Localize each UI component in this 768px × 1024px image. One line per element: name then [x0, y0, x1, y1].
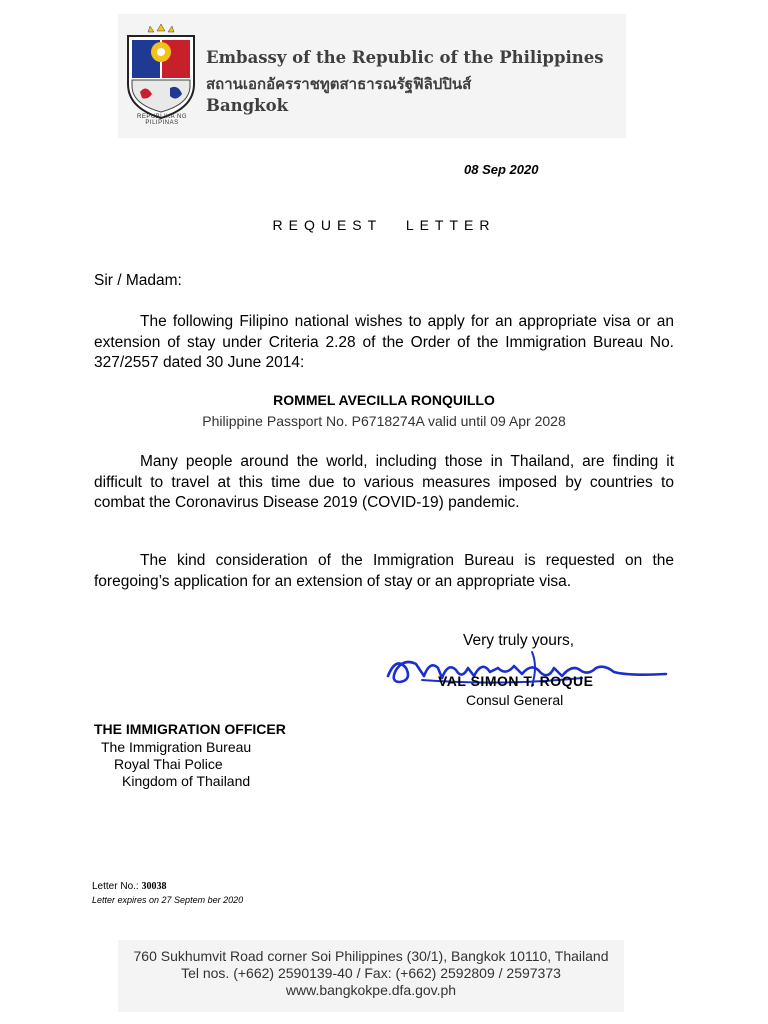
footer — [118, 940, 624, 1012]
paragraph-request: The following Filipino national wishes to apply for an appropriate visa or an extension of stay under Criteria 2.28 of the Order of the Immigration Bureau No. 327/2557 dated 30 June 2014: — [94, 313, 674, 371]
paragraph-covid: Many people around the world, including those in Thailand, are finding it difficult to travel at this time due to various measures imposed by countries to combat the Coronavirus Disease 2019 (COVID-19) pandemic. — [94, 453, 674, 511]
footer-address: 760 Sukhumvit Road corner Soi Philippines (30/1), Bangkok 10110, Thailand — [133, 948, 609, 964]
embassy-name-thai: สถานเอกอัครราชทูตสาธารณรัฐฟิลิปปินส์ — [206, 75, 472, 93]
letter-number-value: 30038 — [141, 881, 167, 892]
addressee-title: THE IMMIGRATION OFFICER — [94, 721, 286, 737]
handwritten-signature — [382, 646, 672, 698]
addressee-police: Royal Thai Police — [114, 756, 223, 772]
signer-name: VAL SIMON T. ROQUE — [438, 673, 594, 689]
letter-number-label: Letter No.: — [92, 881, 139, 892]
paragraph-consideration: The kind consideration of the Immigration Bureau is requested on the foregoing’s application for an extension of stay or an appropriate visa. — [94, 552, 674, 590]
signer-title: Consul General — [466, 692, 564, 708]
embassy-city: Bangkok — [206, 96, 289, 115]
letterhead — [118, 14, 626, 138]
addressee-bureau: The Immigration Bureau — [101, 739, 252, 755]
letter-expiry: Letter expires on 27 Septem ber 2020 — [92, 895, 244, 905]
salutation: Sir / Madam: — [94, 272, 182, 289]
embassy-name: Embassy of the Republic of the Philippines — [206, 48, 604, 67]
letter-number — [92, 881, 166, 892]
embassy-seal-logo — [124, 22, 198, 122]
footer-website: www.bangkokpe.dfa.gov.ph — [285, 982, 457, 998]
letter-date: 08 Sep 2020 — [464, 162, 539, 177]
footer-phones: Tel nos. (+662) 2590139-40 / Fax: (+662) 2592809 / 2597373 — [181, 965, 561, 981]
applicant-passport: Philippine Passport No. P6718274A valid until 09 Apr 2028 — [202, 413, 566, 429]
applicant-name: ROMMEL AVECILLA RONQUILLO — [273, 392, 495, 408]
closing: Very truly yours, — [463, 632, 575, 649]
addressee-country: Kingdom of Thailand — [122, 773, 251, 789]
letter-title: REQUEST LETTER — [272, 217, 496, 233]
seal-text: REPUBLIKA NG PILIPINAS — [136, 114, 187, 126]
